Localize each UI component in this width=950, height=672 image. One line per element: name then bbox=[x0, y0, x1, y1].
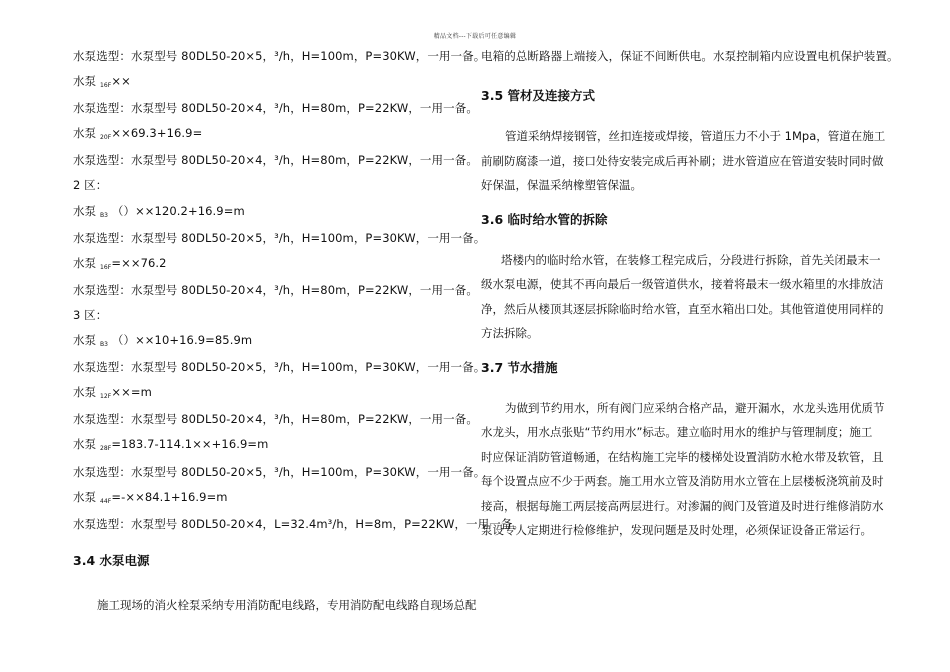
pump-formula-line: 水泵 16F=××76.2 bbox=[73, 255, 167, 271]
section-heading-3-6: 3.6 临时给水管的拆除 bbox=[481, 211, 608, 227]
section-3-5-paragraph bbox=[481, 124, 886, 198]
zone-label: 2 区： bbox=[73, 178, 108, 193]
pump-formula-line: 水泵 44F=-××84.1+16.9=m bbox=[73, 489, 228, 505]
paragraph-line: 级水泵电源，使其不再向最后一级管道供水，接着将最末一级水箱里的水排放洁 bbox=[481, 277, 884, 292]
pump-spec-line: 水泵选型：水泵型号 80DL50-20×4，L=32.4m³/h，H=8m，P=22KW，一用一备。 bbox=[73, 516, 525, 531]
section-heading-3-5: 3.5 管材及连接方式 bbox=[481, 88, 595, 104]
paragraph-line: 泵设专人定期进行检修维护，发现问题是及时处理，必须保证设备正常运行。 bbox=[481, 523, 872, 538]
section-3-7-paragraph bbox=[481, 396, 885, 543]
right-column bbox=[481, 44, 899, 543]
pump-spec-line: 水泵选型：水泵型号 80DL50-20×5，³/h，H=100m，P=30KW，一用一备。 bbox=[73, 360, 486, 375]
page-watermark: 精品文档---下载后可任意编辑 bbox=[433, 33, 517, 40]
section-3-4-paragraph bbox=[73, 593, 477, 618]
paragraph-line: 塔楼内的临时给水管，在装修工程完成后，分段进行拆除，首先关闭最末一 bbox=[501, 252, 881, 267]
pump-spec-line: 水泵选型：水泵型号 80DL50-20×4，³/h，H=80m，P=22KW，一用一备。 bbox=[73, 282, 478, 297]
pump-spec-line: 水泵选型：水泵型号 80DL50-20×4，³/h，H=80m，P=22KW，一用一备。 bbox=[73, 101, 478, 116]
pump-spec-line: 水泵选型：水泵型号 80DL50-20×4，³/h，H=80m，P=22KW，一用一备。 bbox=[73, 153, 478, 168]
pump-spec-line: 水泵选型：水泵型号 80DL50-20×5，³/h，H=100m，P=30KW，一用一备。 bbox=[73, 230, 486, 245]
section-heading-3-4: 3.4 水泵电源 bbox=[73, 552, 150, 568]
paragraph-line: 为做到节约用水，所有阀门应采纳合格产品，避开漏水，水龙头选用优质节 bbox=[505, 400, 885, 415]
paragraph-line: 施工现场的消火栓泵采纳专用消防配电线路，专用消防配电线路自现场总配 bbox=[97, 597, 477, 612]
paragraph-line: 方法拆除。 bbox=[481, 326, 539, 341]
pump-formula-line: 水泵 20F××69.3+16.9= bbox=[73, 126, 203, 142]
pump-formula-line: 水泵 28F=183.7-114.1××+16.9=m bbox=[73, 437, 269, 453]
section-3-6-paragraph bbox=[481, 248, 884, 346]
paragraph-line: 好保温，保温采纳橡塑管保温。 bbox=[481, 178, 642, 193]
zone-label: 3 区： bbox=[73, 307, 108, 322]
paragraph-line: 水龙头，用水点张贴“节约用水”标志。建立临时用水的维护与管理制度；施工 bbox=[481, 425, 873, 440]
paragraph-line: 净，然后从楼顶其逐层拆除临时给水管，直至水箱出口处。其他管道使用同样的 bbox=[481, 301, 884, 316]
pump-formula-line: 水泵 16F×× bbox=[73, 74, 131, 90]
paragraph-line: 接高，根据每施工两层接高两层进行。对渗漏的阀门及管道及时进行维修消防水 bbox=[481, 498, 884, 513]
paragraph-line: 管道采纳焊接钢管，丝扣连接或焊接，管道压力不小于 1Mpa，管道在施工 bbox=[505, 129, 886, 144]
section-heading-3-7: 3.7 节水措施 bbox=[481, 359, 558, 375]
continued-paragraph-line: 电箱的总断路器上端接入，保证不间断供电。水泵控制箱内应设置电机保护装置。 bbox=[481, 49, 899, 63]
pump-formula-line: 水泵 B3 （）××120.2+16.9=m bbox=[73, 203, 245, 219]
pump-formula-line: 水泵 12F××=m bbox=[73, 385, 152, 401]
pump-spec-line: 水泵选型：水泵型号 80DL50-20×5，³/h，H=100m，P=30KW，一用一备。 bbox=[73, 49, 486, 63]
paragraph-line: 前刷防腐漆一道，接口处待安装完成后再补刷；进水管道应在管道安装时同时做 bbox=[481, 153, 884, 168]
pump-spec-line: 水泵选型：水泵型号 80DL50-20×5，³/h，H=100m，P=30KW，一用一备。 bbox=[73, 464, 486, 479]
paragraph-line: 每个设置点应不少于两套。施工用水立管及消防用水立管在上层楼板浇筑前及时 bbox=[481, 474, 884, 489]
pump-spec-line: 水泵选型：水泵型号 80DL50-20×4，³/h，H=80m，P=22KW，一用一备。 bbox=[73, 412, 478, 427]
paragraph-line: 时应保证消防管道畅通，在结构施工完毕的楼梯处设置消防水枪水带及软管，且 bbox=[481, 449, 884, 464]
pump-formula-line: 水泵 B3 （）××10+16.9=85.9m bbox=[73, 333, 253, 349]
